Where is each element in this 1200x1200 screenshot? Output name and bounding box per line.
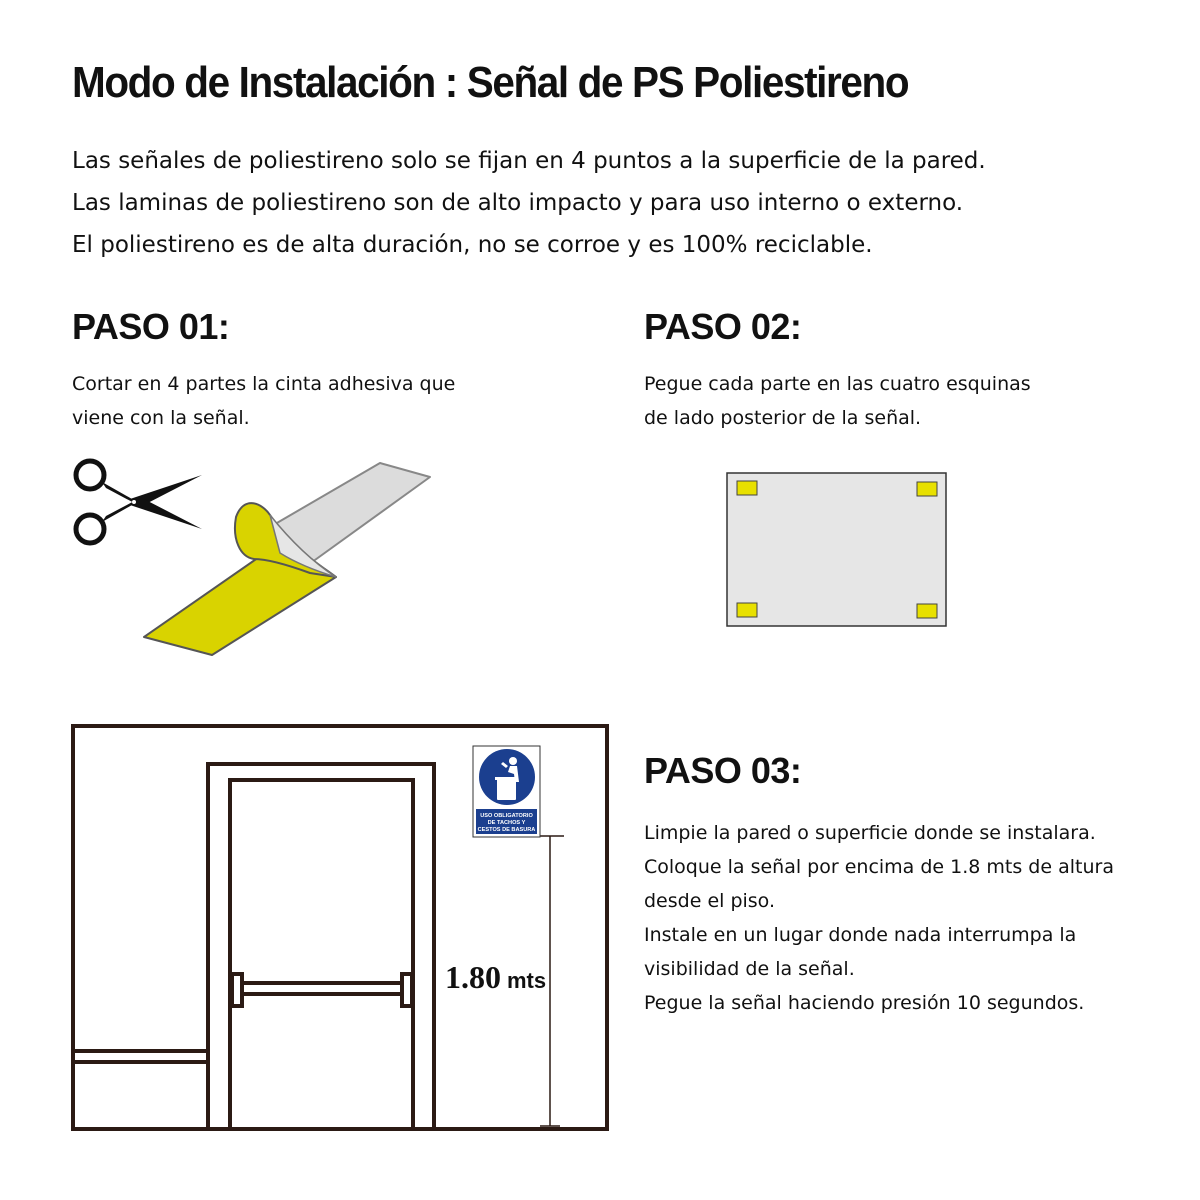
sign-back-illustration	[726, 472, 948, 628]
step-2-text	[644, 367, 1031, 435]
step-3-line: desde el piso.	[644, 890, 776, 912]
door-frame-outer	[208, 764, 434, 1129]
step-3-line: Coloque la señal por encima de 1.8 mts de altura	[644, 856, 1114, 878]
height-label: 1.80 mts	[445, 959, 547, 995]
page-title: Modo de Instalación : Señal de PS Poliestireno	[72, 58, 909, 107]
intro-text	[72, 140, 986, 266]
step-3-line: Instale en un lugar donde nada interrumpa la	[644, 924, 1077, 946]
sign-back-panel	[727, 473, 946, 626]
adhesive-pad	[737, 481, 757, 495]
adhesive-pad	[917, 604, 937, 618]
adhesive-pad	[917, 482, 937, 496]
step-1-line: Cortar en 4 partes la cinta adhesiva que	[72, 373, 456, 395]
adhesive-tape-illustration	[140, 455, 440, 665]
intro-line: El poliestireno es de alta duración, no se corroe y es 100% reciclable.	[72, 232, 873, 258]
step-1-heading: PASO 01:	[72, 306, 230, 347]
push-bar-bracket-left	[232, 974, 242, 1006]
mandatory-sign	[473, 746, 540, 837]
step-1-text	[72, 367, 455, 435]
step-2-line: de lado posterior de la señal.	[644, 407, 922, 429]
wall-door-diagram	[70, 724, 612, 1134]
door-frame-inner	[230, 780, 413, 1129]
step-3-line: Limpie la pared o superficie donde se instalara.	[644, 822, 1096, 844]
step-2-heading: PASO 02:	[644, 306, 802, 347]
sign-text-line: USO OBLIGATORIO	[480, 813, 533, 819]
intro-line: Las laminas de poliestireno son de alto impacto y para uso interno o externo.	[72, 190, 964, 216]
step-3-line: Pegue la señal haciendo presión 10 segundos.	[644, 992, 1085, 1014]
step-3-text	[644, 816, 1114, 1020]
step-2-line: Pegue cada parte en las cuatro esquinas	[644, 373, 1031, 395]
push-bar-bracket-right	[402, 974, 412, 1006]
sign-text-line: DE TACHOS Y	[487, 820, 526, 826]
step-1-line: viene con la señal.	[72, 407, 250, 429]
intro-line: Las señales de poliestireno solo se fijan en 4 puntos a la superficie de la pared.	[72, 148, 986, 174]
step-3-heading: PASO 03:	[644, 750, 802, 791]
sign-text-line: CESTOS DE BASURA	[477, 827, 536, 833]
step-3-line: visibilidad de la señal.	[644, 958, 855, 980]
adhesive-pad	[737, 603, 757, 617]
